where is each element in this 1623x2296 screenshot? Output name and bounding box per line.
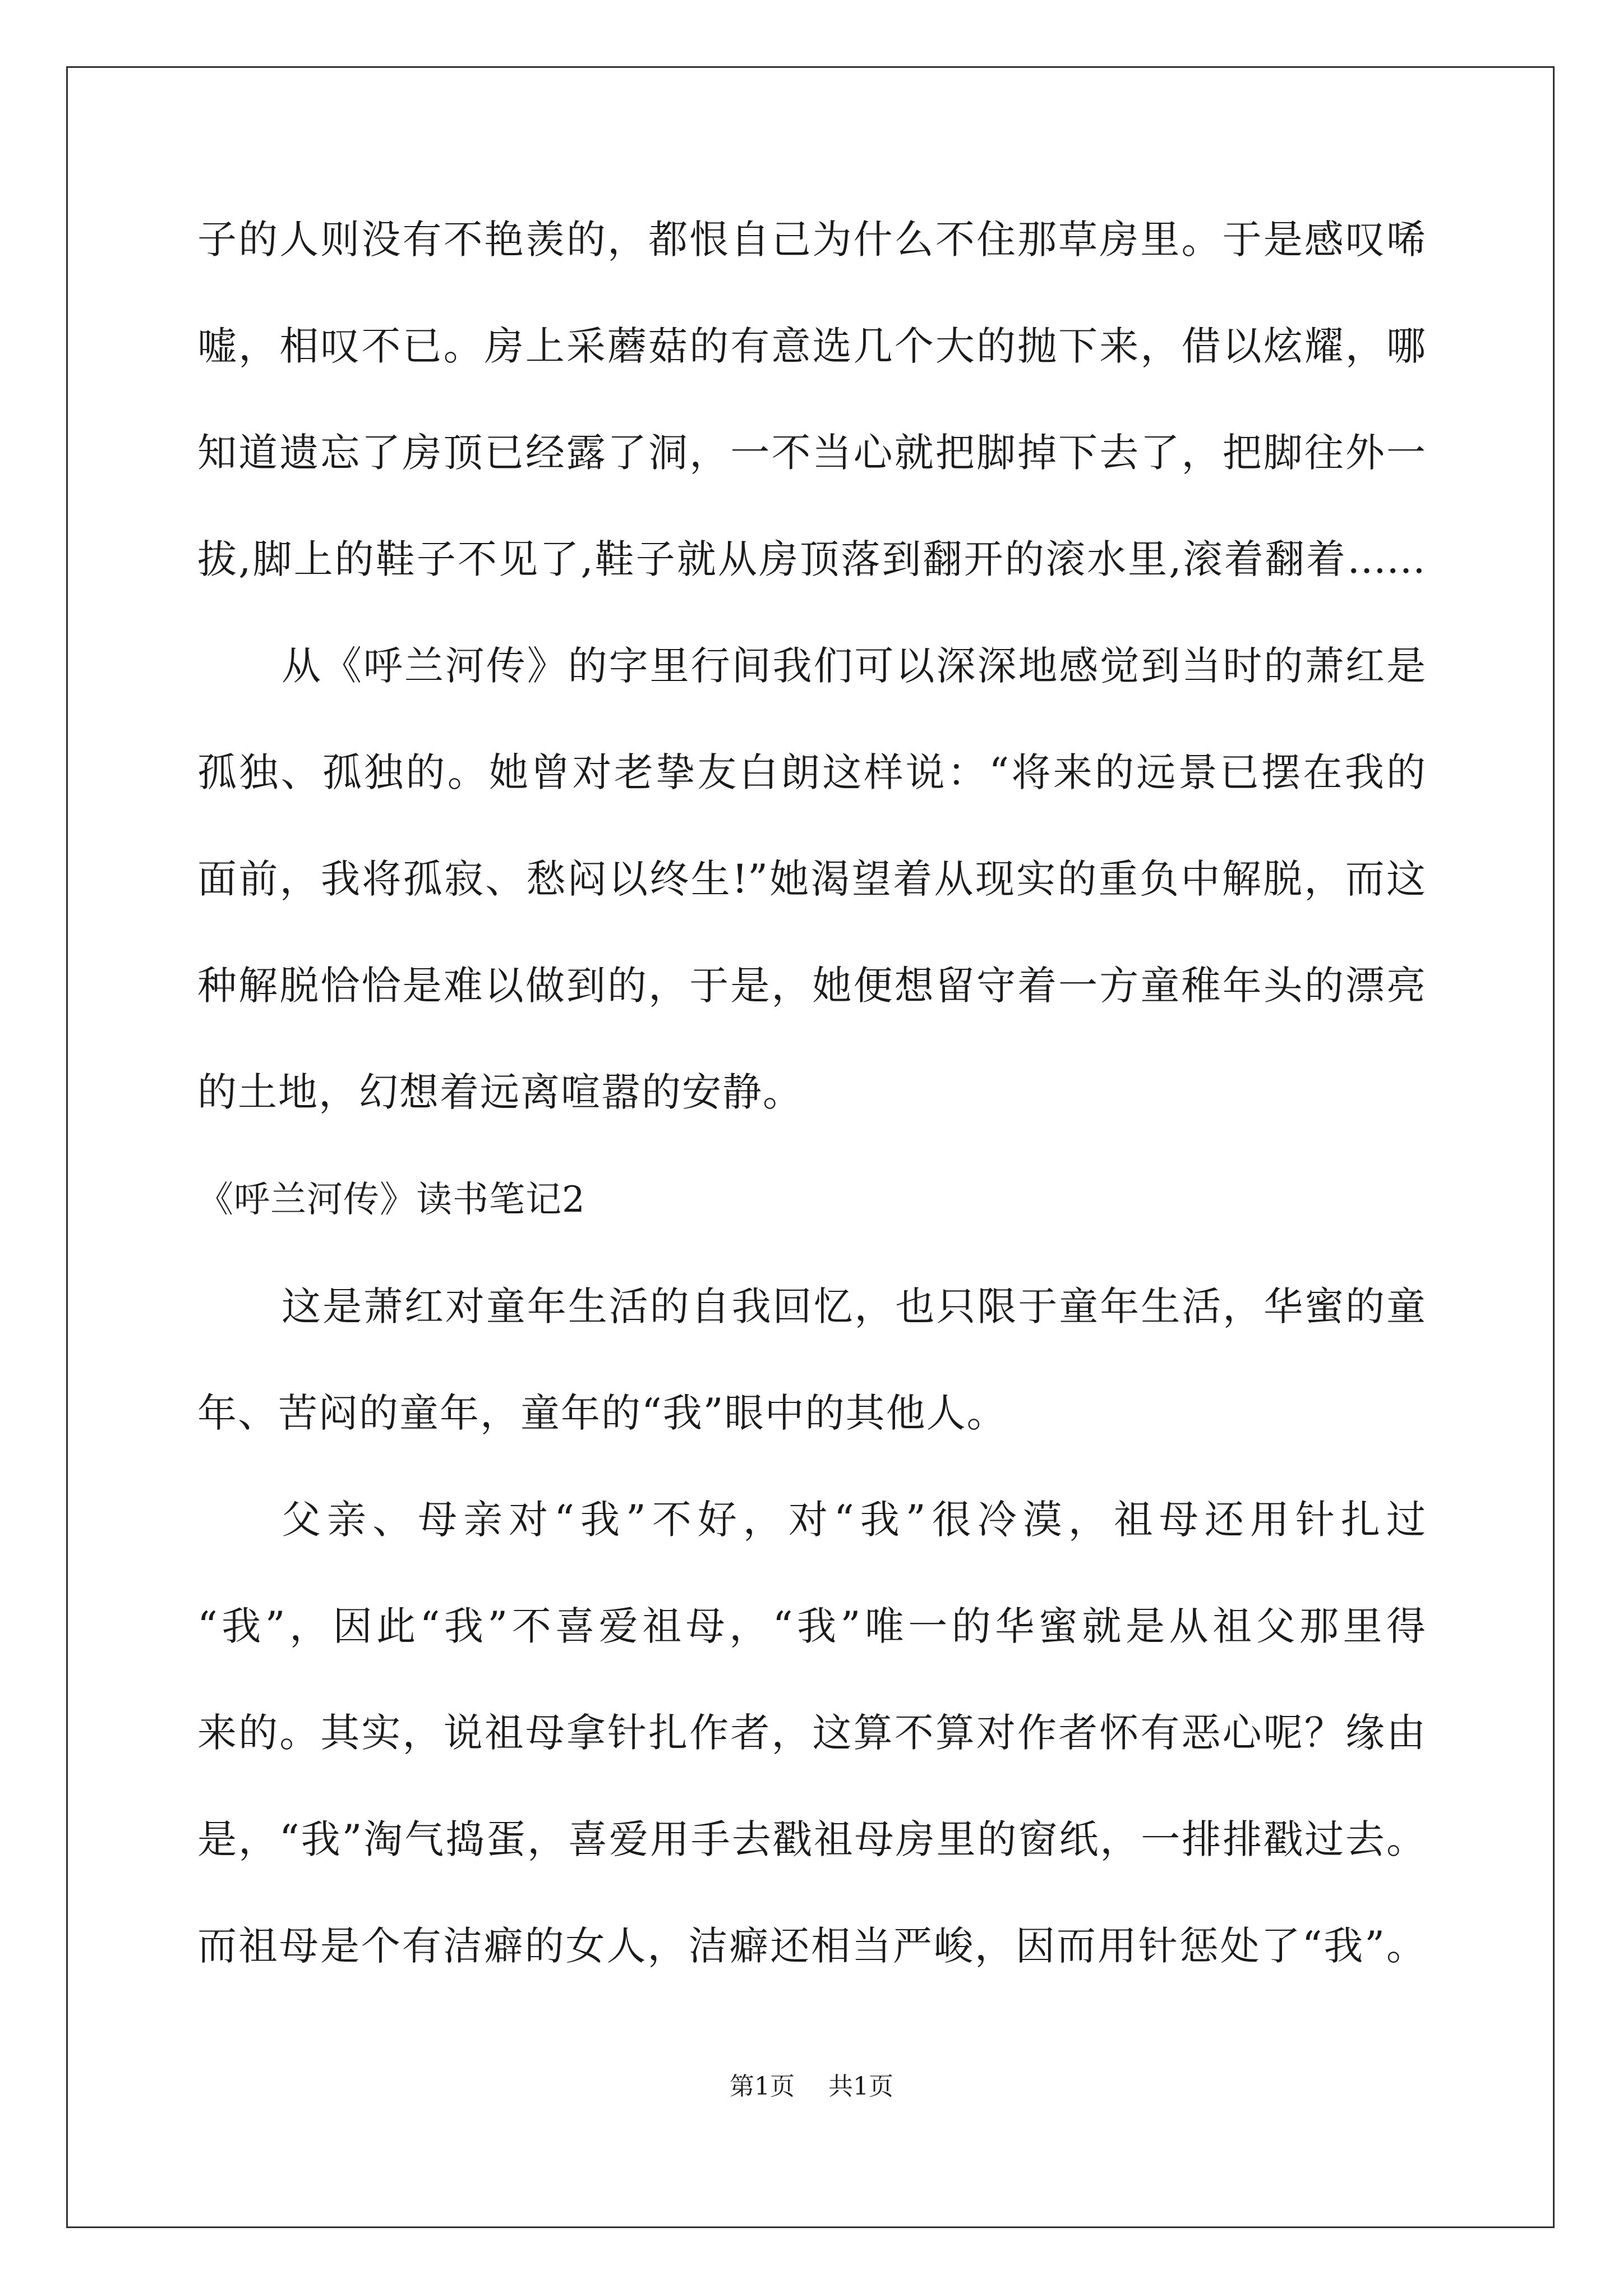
text-line: 年、苦闷的童年，童年的“我”眼中的其他人。 [197, 1390, 1007, 1436]
page-border [66, 66, 1555, 2228]
paragraph-start-line: 父亲、母亲对“我”不好，对“我”很冷漠，祖母还用针扎过 [282, 1497, 1426, 1543]
text-line: 面前，我将孤寂、愁闷以终生!”她渴望着从现实的重负中解脱，而这 [197, 856, 1426, 902]
text-line: 嘘，相叹不已。房上采蘑菇的有意选几个大的抛下来，借以炫耀，哪 [197, 323, 1426, 369]
page-number: 第1页 [730, 2072, 795, 2101]
text-line: 种解脱恰恰是难以做到的，于是，她便想留守着一方童稚年头的漂亮 [197, 963, 1426, 1009]
paragraph-start-line: 这是萧红对童年生活的自我回忆，也只限于童年生活，华蜜的童 [282, 1283, 1426, 1329]
text-line: 拔,脚上的鞋子不见了,鞋子就从房顶落到翻开的滚水里,滚着翻着…… [197, 536, 1426, 582]
text-line: “我”，因此“我”不喜爱祖母，“我”唯一的华蜜就是从祖父那里得 [197, 1603, 1426, 1649]
text-line: 是，“我”淘气捣蛋，喜爱用手去戳祖母房里的窗纸，一排排戳过去。 [197, 1816, 1426, 1862]
text-line: 而祖母是个有洁癖的女人，洁癖还相当严峻，因而用针惩处了“我”。 [197, 1923, 1426, 1969]
text-line: 知道遗忘了房顶已经露了洞，一不当心就把脚掉下去了，把脚往外一 [197, 430, 1426, 476]
text-line: 孤独、孤独的。她曾对老挚友白朗这样说：“将来的远景已摆在我的 [197, 749, 1426, 795]
text-line: 的土地，幻想着远离喧嚣的安静。 [197, 1069, 803, 1115]
text-line: 子的人则没有不艳羡的，都恨自己为什么不住那草房里。于是感叹唏 [197, 217, 1426, 263]
page-total: 共1页 [828, 2072, 893, 2101]
text-line: 来的。其实，说祖母拿针扎作者，这算不算对作者怀有恶心呢？缘由 [197, 1710, 1426, 1756]
paragraph-start-line: 从《呼兰河传》的字里行间我们可以深深地感觉到当时的萧红是 [282, 643, 1426, 689]
page-footer [0, 2070, 1623, 2104]
section-heading: 《呼兰河传》读书笔记2 [197, 1179, 585, 1221]
